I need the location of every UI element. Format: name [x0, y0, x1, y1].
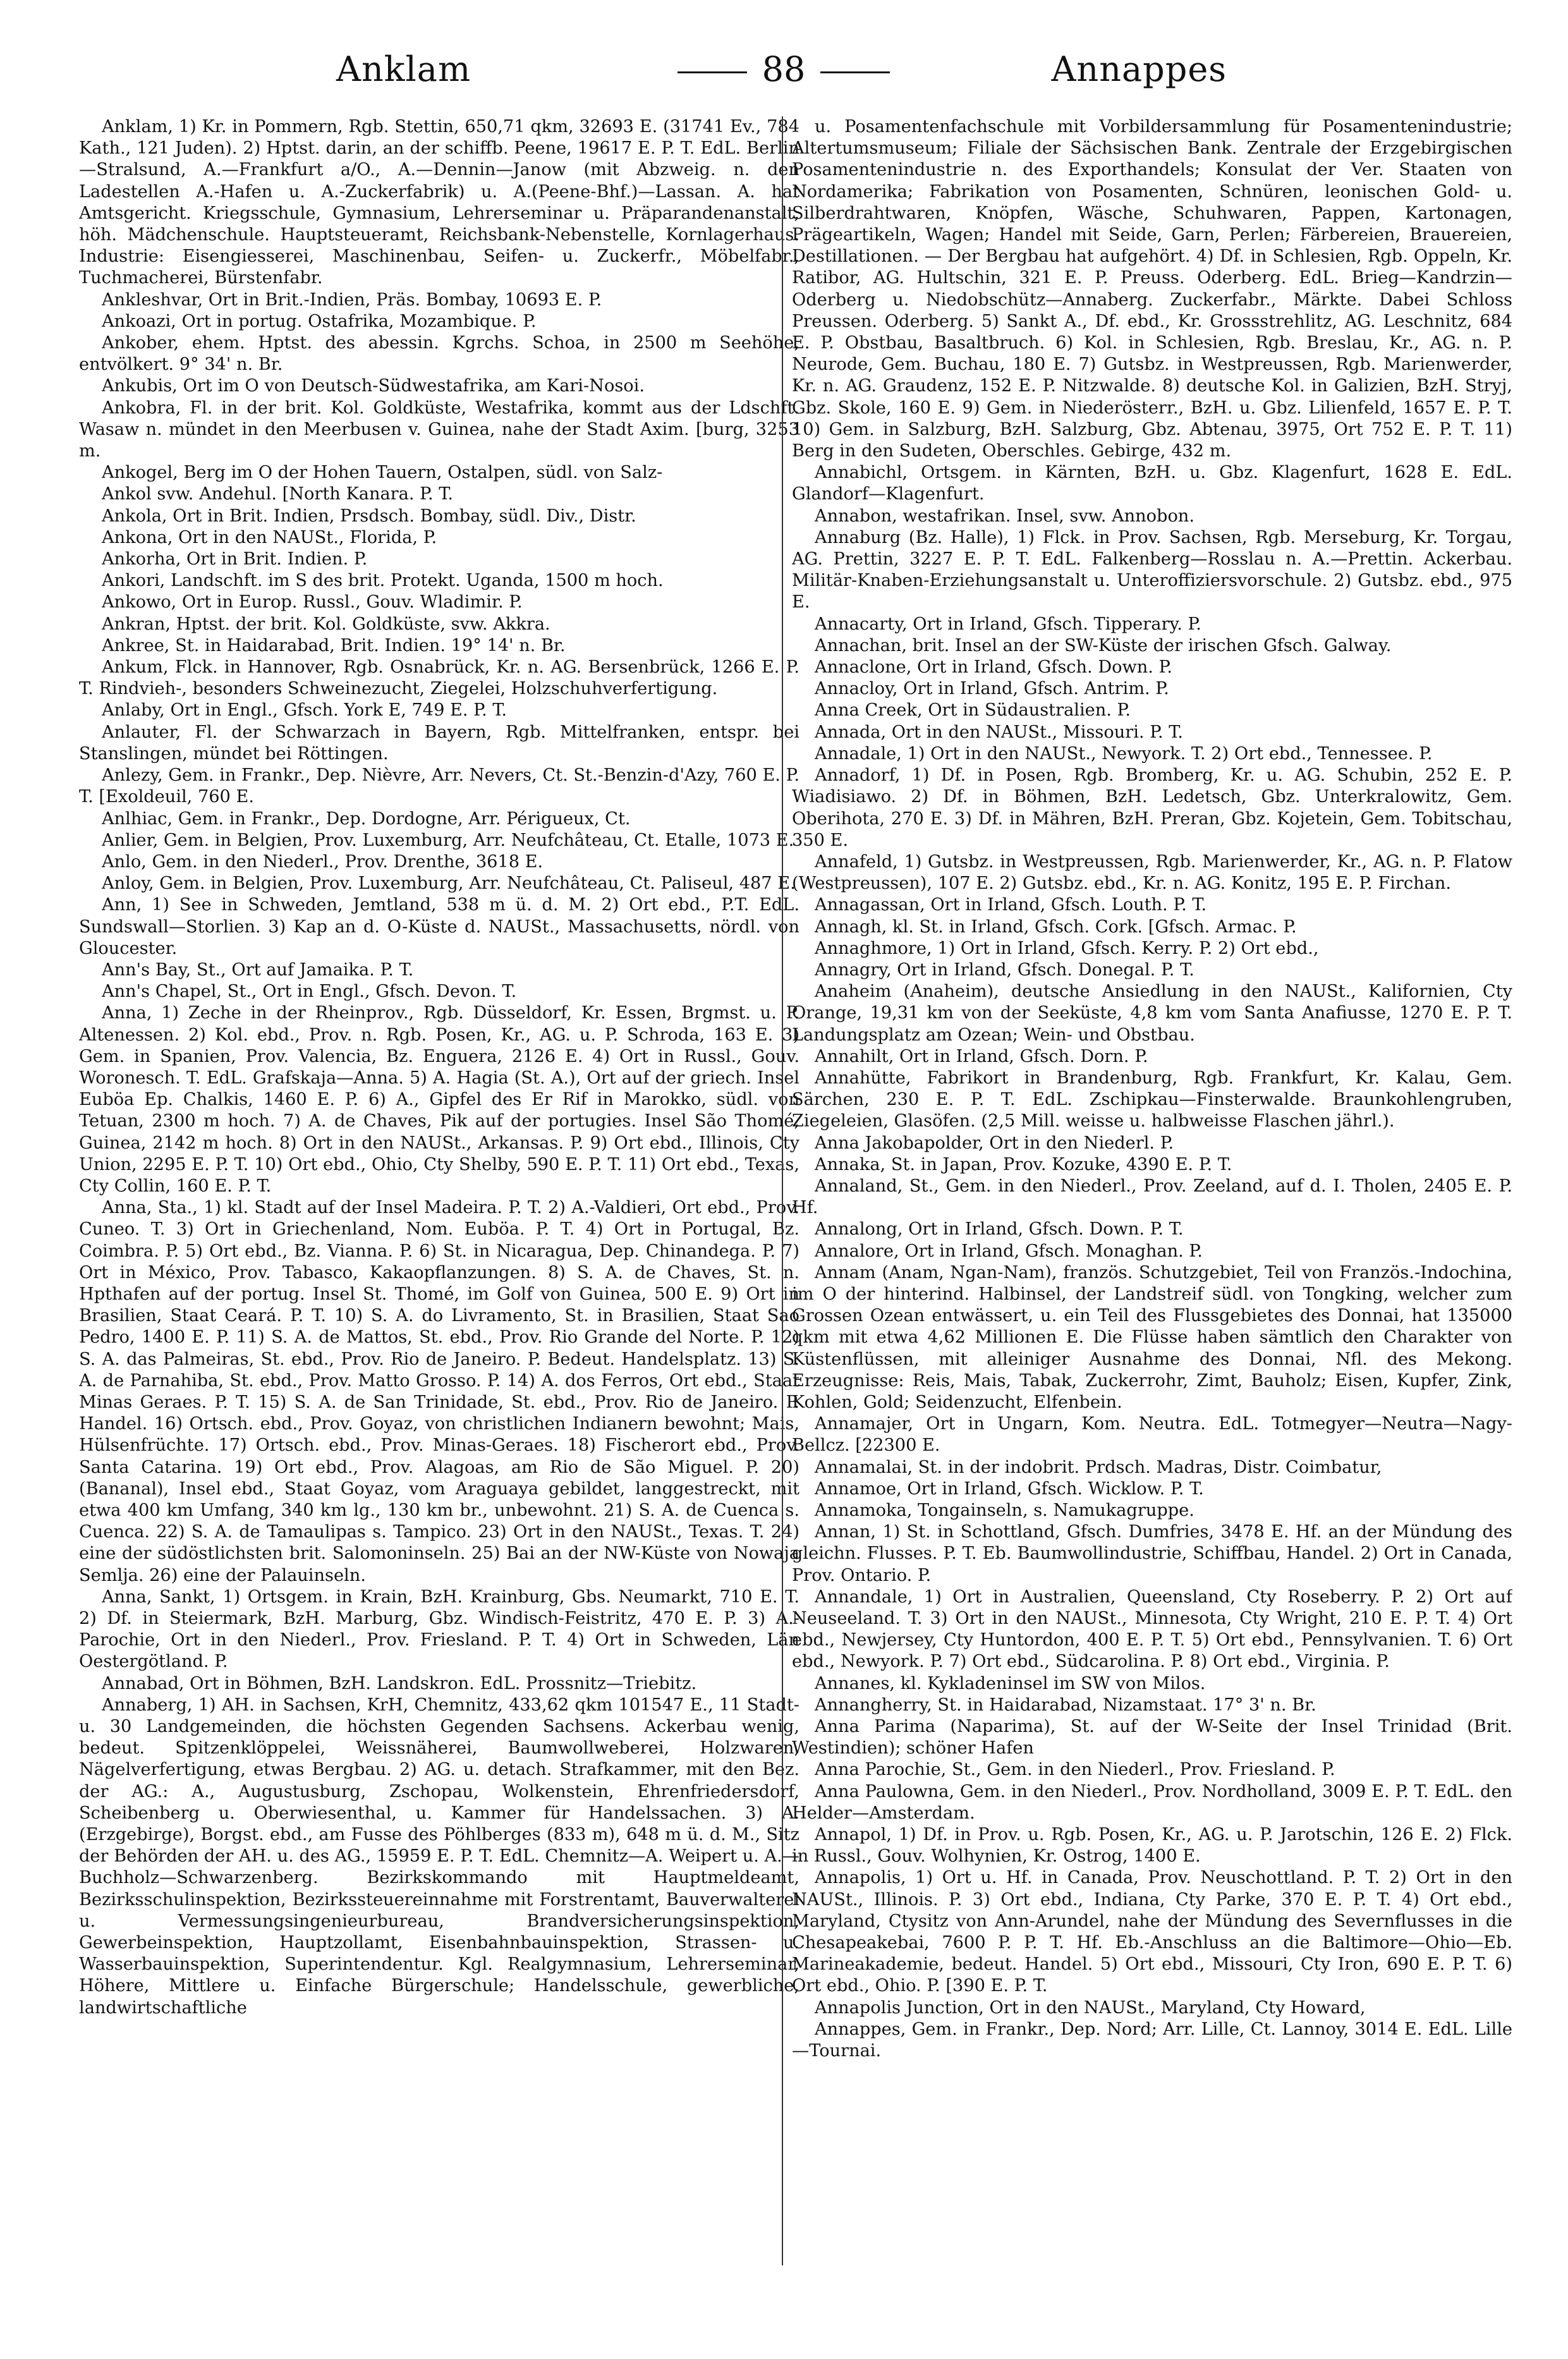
dictionary-entry: Ankobra, Fl. in der brit. Kol. Goldküste, Westafrika, kommt aus der Ldschft. Wasaw n. mündet in den Meerbusen v. Guinea, nahe der Stadt Axim. [burg, 3253 m.: [79, 398, 799, 461]
dictionary-entry: Annadorf, 1) Df. in Posen, Rgb. Bromberg, Kr. u. AG. Schubin, 252 E. P. Wiadisiawo. 2) Df. in Böhmen, BzH. Ledetsch, Gbz. Unterkralowitz, Gem. Oberihota, 270 E. 3) Df. in Mähren, BzH. Preran, Gbz. Kojetein, Gem. Tobitschau, 350 E.: [792, 765, 1512, 850]
dictionary-entry: Annam (Anam, Ngan-Nam), französ. Schutzgebiet, Teil von Französ.-Indochina, im O der hinterind. Halbinsel, der Landstreif südl. von Tongking, welcher zum Grossen Ozean entwässert, u. ein Teil des Flussgebietes des Donnai, hat 135000 qkm mit etwa 4,62 Millionen E. Die Flüsse haben sämtlich den Charakter von Küstenflüssen, mit alleiniger Ausnahme des Donnai, Nfl. des Mekong. Erzeugnisse: Reis, Mais, Tabak, Zuckerrohr, Zimt, Bauholz; Eisen, Kupfer, Zink, Kohlen, Gold; Seidenzucht, Elfenbein.: [792, 1262, 1512, 1412]
dictionary-entry: Ankubis, Ort im O von Deutsch-Südwestafrika, am Kari-Nosoi.: [102, 376, 645, 396]
dictionary-entry: Annahilt, Ort in Irland, Gfsch. Dorn. P.: [815, 1046, 1148, 1066]
dictionary-entry: Anna Paulowna, Gem. in den Niederl., Prov. Nordholland, 3009 E. P. T. EdL. den Helder—Amsterdam.: [792, 1781, 1512, 1823]
dictionary-entry: Annachan, brit. Insel an der SW-Küste der irischen Gfsch. Galway.: [815, 635, 1392, 655]
dictionary-entry: Anna Parima (Naparima), St. auf der W-Seite der Insel Trinidad (Brit. Westindien); schöner Hafen: [792, 1717, 1512, 1759]
header-page-number: [632, 49, 935, 89]
dictionary-entry: Annaburg (Bz. Halle), 1) Flck. in Prov. Sachsen, Rgb. Merseburg, Kr. Torgau, AG. Prettin, 3227 E. P. T. EdL. Falkenberg—Rosslau n. A.—Prettin. Ackerbau. Militär-Knaben-Erziehungsanstalt u. Unteroffiziersvorschule. 2) Gutsbz. ebd., 975 E.: [792, 527, 1512, 613]
dictionary-entry: Anlauter, Fl. der Schwarzach in Bayern, Rgb. Mittelfranken, entspr. bei Stanslingen, mündet bei Röttingen.: [79, 722, 799, 764]
dictionary-entry: Annaland, St., Gem. in den Niederl., Prov. Zeeland, auf d. I. Tholen, 2405 E. P. Hf.: [792, 1176, 1512, 1218]
dictionary-entry: Ankol svw. Andehul. [North Kanara. P. T.: [102, 484, 454, 504]
dictionary-entry: Annaclone, Ort in Irland, Gfsch. Down. P.: [815, 657, 1172, 678]
dictionary-entry: Annanes, kl. Kykladeninsel im SW von Milos.: [815, 1673, 1206, 1693]
dictionary-entry: Ankona, Ort in den NAUSt., Florida, P.: [102, 527, 437, 547]
dictionary-entry: Annagassan, Ort in Irland, Gfsch. Louth. P. T.: [815, 895, 1207, 915]
dictionary-entry: Ankori, Landschft. im S des brit. Protekt. Uganda, 1500 m hoch.: [102, 571, 664, 591]
dictionary-entry: Annagh, kl. St. in Irland, Gfsch. Cork. [Gfsch. Armac. P.: [815, 917, 1297, 937]
dictionary-entry: Ann, 1) See in Schweden, Jemtland, 538 m ü. d. M. 2) Ort ebd., P.T. EdL. Sundswall—Storlien. 3) Kap an d. O-Küste d. NAUSt., Massachusetts, nördl. von Gloucester.: [79, 895, 799, 958]
header-last-entry: Annappes: [1051, 49, 1227, 89]
dictionary-entry: Anklam, 1) Kr. in Pommern, Rgb. Stettin, 650,71 qkm, 32693 E. (31741 Ev., 784 Kath., 121 Juden). 2) Hptst. darin, an der schiffb. Peene, 19617 E. P. T. EdL. Berlin—Stralsund, A.—Frankfurt a/O., A.—Dennin—Janow (mit Abzweig. n. den Ladestellen A.-Hafen u. A.-Zuckerfabrik) u. A.(Peene-Bhf.)—Lassan. A. hat Amtsgericht. Kriegsschule, Gymnasium, Lehrerseminar u. Präparandenanstalt, höh. Mädchenschule. Hauptsteueramt, Reichsbank-Nebenstelle, Kornlagerhaus. Industrie: Eisengiesserei, Maschinenbau, Seifen- u. Zuckerfr., Möbelfabr., Tuchmacherei, Bürstenfabr.: [79, 117, 799, 288]
dictionary-entry: Annapol, 1) Df. in Prov. u. Rgb. Posen, Kr., AG. u. P. Jarotschin, 126 E. 2) Flck. in Russl., Gouv. Wolhynien, Kr. Ostrog, 1400 E.: [792, 1825, 1512, 1867]
dictionary-entry: Annada, Ort in den NAUSt., Missouri. P. T.: [815, 722, 1184, 742]
dictionary-entry: Ankum, Flck. in Hannover, Rgb. Osnabrück, Kr. n. AG. Bersenbrück, 1266 E. P. T. Rindvieh-, besonders Schweinezucht, Ziegelei, Holzschuhverfertigung.: [79, 657, 799, 699]
dictionary-entry: Anna, Sta., 1) kl. Stadt auf der Insel Madeira. P. T. 2) A.-Valdieri, Ort ebd., Prov. Cuneo. T. 3) Ort in Griechenland, Nom. Euböa. P. T. 4) Ort in Portugal, Bz. Coimbra. P. 5) Ort ebd., Bz. Vianna. P. 6) St. in Nicaragua, Dep. Chinandega. P. 7) Ort in México, Prov. Tabasco, Kakaopflanzungen. 8) S. A. de Chaves, St. n. Hpthafen auf der portug. Insel St. Thomé, im Golf von Guinea, 500 E. 9) Ort in Brasilien, Staat Ceará. P. T. 10) S. A. do Livramento, St. in Brasilien, Staat Sao Pedro, 1400 E. P. 11) S. A. de Mattos, St. ebd., Prov. Rio Grande del Norte. P. 12) S. A. das Palmeiras, St. ebd., Prov. Rio de Janeiro. P. Bedeut. Handelsplatz. 13) S. A. de Parnahiba, St. ebd., Prov. Matto Grosso. P. 14) A. dos Ferros, Ort ebd., Staat Minas Geraes. P. T. 15) S. A. de San Trinidade, St. ebd., Prov. Rio de Janeiro. P. Handel. 16) Ortsch. ebd., Prov. Goyaz, von christlichen Indianern bewohnt; Mais, Hülsenfrüchte. 17) Ortsch. ebd., Prov. Minas-Geraes. 18) Fischerort ebd., Prov. Santa Catarina. 19) Ort ebd., Prov. Alagoas, am Rio de São Miguel. P. 20) (Bananal), Insel ebd., Staat Goyaz, vom Araguaya gebildet, langgestreckt, mit etwa 400 km Umfang, 340 km lg., 130 km br., unbewohnt. 21) S. A. de Cuenca s. Cuenca. 22) S. A. de Tamaulipas s. Tampico. 23) Ort in den NAUSt., Texas. T. 24) eine der südöstlichsten brit. Salomoninseln. 25) Bai an der NW-Küste von Nowaja Semlja. 26) eine der Palauinseln.: [79, 1198, 799, 1585]
dictionary-entry: Annaka, St. in Japan, Prov. Kozuke, 4390 E. P. T.: [815, 1154, 1232, 1174]
dictionary-entry: Annamoe, Ort in Irland, Gfsch. Wicklow. P. T.: [815, 1478, 1204, 1499]
dictionary-entry: Annappes, Gem. in Frankr., Dep. Nord; Arr. Lille, Ct. Lannoy, 3014 E. EdL. Lille—Tournai.: [792, 2019, 1512, 2061]
dictionary-entry: Annamoka, Tongainseln, s. Namukagruppe.: [815, 1501, 1194, 1520]
page-number: 88: [762, 49, 806, 89]
dictionary-entry: Ann's Chapel, St., Ort in Engl., Gfsch. Devon. T.: [102, 982, 517, 1002]
dictionary-entry: Annan, 1) St. in Schottland, Gfsch. Dumfries, 3478 E. Hf. an der Mündung des gleichn. Flusses. P. T. Eb. Baumwollindustrie, Schiffbau, Handel. 2) Ort in Canada, Prov. Ontario. P.: [792, 1522, 1512, 1585]
dictionary-entry: Anlezy, Gem. in Frankr., Dep. Nièvre, Arr. Nevers, Ct. St.-Benzin-d'Azy, 760 E. P. T. [Exoldeuil, 760 E.: [79, 765, 799, 807]
dictionary-entry: Ann's Bay, St., Ort auf Jamaika. P. T.: [102, 960, 414, 980]
column-divider: [782, 116, 783, 2265]
dictionary-entry: Anaheim (Anaheim), deutsche Ansiedlung in den NAUSt., Kalifornien, Cty Orange, 19,31 km von der Seeküste, 4,8 km vom Santa Anafiusse, 1270 E. P. T. Landungsplatz am Ozean; Wein- und Obstbau.: [792, 982, 1512, 1045]
dictionary-entry: Annamalai, St. in der indobrit. Prdsch. Madras, Distr. Coimbatur,: [815, 1457, 1382, 1477]
dictionary-entry: Ankoazi, Ort in portug. Ostafrika, Mozambique. P.: [102, 311, 537, 331]
dictionary-entry: Anlier, Gem. in Belgien, Prov. Luxemburg, Arr. Neufchâteau, Ct. Etalle, 1073 E.: [102, 830, 794, 850]
dictionary-entry: Annadale, 1) Ort in den NAUSt., Newyork. T. 2) Ort ebd., Tennessee. P.: [815, 743, 1433, 764]
dictionary-entry: Anna Jakobapolder, Ort in den Niederl. P.: [815, 1133, 1174, 1153]
dictionary-entry: Annandale, 1) Ort in Australien, Queensland, Cty Roseberry. P. 2) Ort auf Neuseeland. T. 3) Ort in den NAUSt., Minnesota, Cty Wright, 210 E. P. T. 4) Ort ebd., Newjersey, Cty Huntordon, 400 E. P. T. 5) Ort ebd., Pennsylvanien. T. 6) Ort ebd., Newyork. P. 7) Ort ebd., Südcarolina. P. 8) Ort ebd., Virginia. P.: [792, 1587, 1512, 1672]
dictionary-entry: Ankran, Hptst. der brit. Kol. Goldküste, svw. Akkra.: [102, 614, 550, 634]
dictionary-entry: Anloy, Gem. in Belgien, Prov. Luxemburg, Arr. Neufchâteau, Ct. Paliseul, 487 E.: [102, 874, 796, 894]
dictionary-entry: Ankober, ehem. Hptst. des abessin. Kgrchs. Schoa, in 2500 m Seehöhe, entvölkert. 9° 34' n. Br.: [79, 333, 799, 375]
dictionary-entry: Anna, Sankt, 1) Ortsgem. in Krain, BzH. Krainburg, Gbs. Neumarkt, 710 E. T. 2) Df. in Steiermark, BzH. Marburg, Gbz. Windisch-Feistritz, 470 E. P. 3) A.-Parochie, Ort in den Niederl., Prov. Friesland. P. T. 4) Ort in Schweden, Län Oestergötland. P.: [79, 1587, 799, 1672]
dictionary-entry: Annabichl, Ortsgem. in Kärnten, BzH. u. Gbz. Klagenfurt, 1628 E. EdL. Glandorf—Klagenfurt.: [792, 463, 1512, 504]
dictionary-entry: Anlaby, Ort in Engl., Gfsch. York E, 749 E. P. T.: [102, 700, 507, 721]
dictionary-entry: Ankree, St. in Haidarabad, Brit. Indien. 19° 14' n. Br.: [102, 635, 566, 655]
dictionary-entry: Anlhiac, Gem. in Frankr., Dep. Dordogne, Arr. Périgueux, Ct.: [102, 808, 631, 829]
dictionary-entry: Anna Creek, Ort in Südaustralien. P.: [815, 700, 1131, 721]
dictionary-entry: Annamajer, Ort in Ungarn, Kom. Neutra. EdL. Totmegyer—Neutra—Nagy-Bellcz. [22300 E.: [792, 1414, 1512, 1456]
right-column: [792, 116, 1512, 2329]
dictionary-entry: Ankleshvar, Ort in Brit.-Indien, Präs. Bombay, 10693 E. P.: [102, 290, 602, 310]
dictionary-entry: Annahütte, Fabrikort in Brandenburg, Rgb. Frankfurt, Kr. Kalau, Gem. Särchen, 230 E. P. T. EdL. Zschipkau—Finsterwalde. Braunkohlengruben, Ziegeleien, Glasöfen. (2,5 Mill. weisse u. halbweisse Flaschen jährl.).: [792, 1068, 1512, 1131]
dictionary-entry: Annapolis Junction, Ort in den NAUSt., Maryland, Cty Howard,: [815, 1997, 1366, 2018]
left-column: [79, 116, 799, 2329]
dictionary-entry: Annangherry, St. in Haidarabad, Nizamstaat. 17° 3' n. Br.: [815, 1695, 1316, 1715]
dictionary-entry: Annabad, Ort in Böhmen, BzH. Landskron. EdL. Prossnitz—Triebitz.: [102, 1673, 697, 1693]
dictionary-entry: Annagry, Ort in Irland, Gfsch. Donegal. P. T.: [815, 960, 1194, 980]
dictionary-entry: Annaberg, 1) AH. in Sachsen, KrH, Chemnitz, 433,62 qkm 101547 E., 11 Stadt- u. 30 Landgemeinden, die höchsten Gegenden Sachsens. Ackerbau wenig, bedeut. Spitzenklöppelei, Weissnäherei, Baumwollweberei, Holzwaren, Nägelverfertigung, etwas Bergbau. 2) AG. u. detach. Strafkammer, mit den Bez. der AG.: A., Augustusburg, Zschopau, Wolkenstein, Ehrenfriedersdorf, Scheibenberg u. Oberwiesenthal, u. Kammer für Handelssachen. 3) A. (Erzgebirge), Borgst. ebd., am Fusse des Pöhlberges (833 m), 648 m ü. d. M., Sitz der Behörden der AH. u. des AG., 15959 E. P. T. EdL. Chemnitz—A. Weipert u. A.—Buchholz—Schwarzenberg. Bezirkskommando mit Hauptmeldeamt, Bezirksschulinspektion, Bezirkssteuereinnahme mit Forstrentamt, Bauverwalterei u. Vermessungsingenieurbureau, Brandversicherungsinspektion, Gewerbeinspektion, Hauptzollamt, Eisenbahnbauinspektion, Strassen- u. Wasserbauinspektion, Superintendentur. Kgl. Realgymnasium, Lehrerseminar, Höhere, Mittlere u. Einfache Bürgerschule; Handelsschule, gewerbliche, landwirtschaftliche: [79, 1695, 799, 2018]
page-header: [0, 49, 1568, 106]
dictionary-entry: u. Posamentenfachschule mit Vorbildersammlung für Posamentenindustrie; Altertumsmuseum; Filiale der Sächsischen Bank. Zentrale der Erzgebirgischen Posamentenindustrie n. des Exporthandels; Konsulat der Ver. Staaten von Nordamerika; Fabrikation von Posamenten, Schnüren, leonischen Gold- u. Silberdrahtwaren, Knöpfen, Wäsche, Schuhwaren, Pappen, Kartonagen, Prägeartikeln, Wagen; Handel mit Seide, Garn, Perlen; Färbereien, Brauereien, Destillationen. — Der Bergbau hat aufgehört. 4) Df. in Schlesien, Rgb. Oppeln, Kr. Ratibor, AG. Hultschin, 321 E. P. Preuss. Oderberg. EdL. Brieg—Kandrzin—Oderberg u. Niedobschütz—Annaberg. Zuckerfabr., Märkte. Dabei Schloss Preussen. Oderberg. 5) Sankt A., Df. ebd., Kr. Grossstrehlitz, AG. Leschnitz, 684 E. P. Obstbau, Basaltbruch. 6) Kol. in Schlesien, Rgb. Breslau, Kr., AG. n. P. Neurode, Gem. Buchau, 180 E. 7) Gutsbz. in Westpreussen, Rgb. Marienwerder, Kr. n. AG. Graudenz, 152 E. P. Nitzwalde. 8) deutsche Kol. in Galizien, BzH. Stryj, Gbz. Skole, 160 E. 9) Gem. in Niederösterr., BzH. u. Gbz. Lilienfeld, 1657 E. P. T. 10) Gem. in Salzburg, BzH. Salzburg, Gbz. Abtenau, 3975, Ort 752 E. P. T. 11) Berg in den Sudeten, Oberschles. Gebirge, 432 m.: [792, 117, 1512, 461]
dictionary-entry: Ankorha, Ort in Brit. Indien. P.: [102, 549, 368, 570]
dictionary-entry: Ankola, Ort in Brit. Indien, Prsdsch. Bombay, südl. Div., Distr.: [102, 506, 636, 526]
dictionary-entry: Annacarty, Ort in Irland, Gfsch. Tipperary. P.: [815, 614, 1201, 634]
dictionary-entry: Annabon, westafrikan. Insel, svw. Annobon.: [815, 506, 1194, 526]
dictionary-entry: Annapolis, 1) Ort u. Hf. in Canada, Prov. Neuschottland. P. T. 2) Ort in den NAUSt., Illinois. P. 3) Ort ebd., Indiana, Cty Parke, 370 E. P. T. 4) Ort ebd., Maryland, Ctysitz von Ann-Arundel, nahe der Mündung des Severnflusses in die Chesapeakebai, 7600 P. P. T. Hf. Eb.-Anschluss an die Baltimore—Ohio—Eb. Marineakademie, bedeut. Handel. 5) Ort ebd., Missouri, Cty Iron, 690 E. P. T. 6) Ort ebd., Ohio. P. [390 E. P. T.: [792, 1868, 1512, 1996]
dictionary-entry: Ankowo, Ort in Europ. Russl., Gouv. Wladimir. P.: [102, 592, 523, 613]
dictionary-entry: Ankogel, Berg im O der Hohen Tauern, Ostalpen, südl. von Salz-: [102, 463, 663, 483]
dictionary-entry: Annalore, Ort in Irland, Gfsch. Monaghan. P.: [815, 1241, 1203, 1261]
dictionary-entry: Annafeld, 1) Gutsbz. in Westpreussen, Rgb. Marienwerder, Kr., AG. n. P. Flatow (Westpreussen), 107 E. 2) Gutsbz. ebd., Kr. n. AG. Konitz, 195 E. P. Firchan.: [792, 851, 1512, 894]
header-first-entry: Anklam: [336, 49, 471, 89]
dictionary-entry: Annalong, Ort in Irland, Gfsch. Down. P. T.: [815, 1219, 1184, 1240]
dictionary-entry: Anna Parochie, St., Gem. in den Niederl., Prov. Friesland. P.: [815, 1760, 1335, 1780]
dictionary-entry: Annaghmore, 1) Ort in Irland, Gfsch. Kerry. P. 2) Ort ebd.,: [815, 938, 1319, 958]
dictionary-entry: Annacloy, Ort in Irland, Gfsch. Antrim. P.: [815, 679, 1169, 699]
dictionary-entry: Anlo, Gem. in den Niederl., Prov. Drenthe, 3618 E.: [102, 851, 544, 872]
dictionary-entry: Anna, 1) Zeche in der Rheinprov., Rgb. Düsseldorf, Kr. Essen, Brgmst. u. P. Altenessen. 2) Kol. ebd., Prov. n. Rgb. Posen, Kr., AG. u. P. Schroda, 163 E. 3) Gem. in Spanien, Prov. Valencia, Bz. Enguera, 2126 E. 4) Ort in Russl., Gouv. Woronesch. T. EdL. Grafskaja—Anna. 5) A. Hagia (St. A.), Ort auf der griech. Insel Euböa Ep. Chalkis, 1460 E. P. 6) A., Gipfel des Er Rif in Marokko, südl. von Tetuan, 2300 m hoch. 7) A. de Chaves, Pik auf der portugies. Insel São Thomé, Guinea, 2142 m hoch. 8) Ort in den NAUSt., Arkansas. P. 9) Ort ebd., Illinois, Cty Union, 2295 E. P. T. 10) Ort ebd., Ohio, Cty Shelby, 590 E. P. T. 11) Ort ebd., Texas, Cty Collin, 160 E. P. T.: [79, 1003, 799, 1196]
